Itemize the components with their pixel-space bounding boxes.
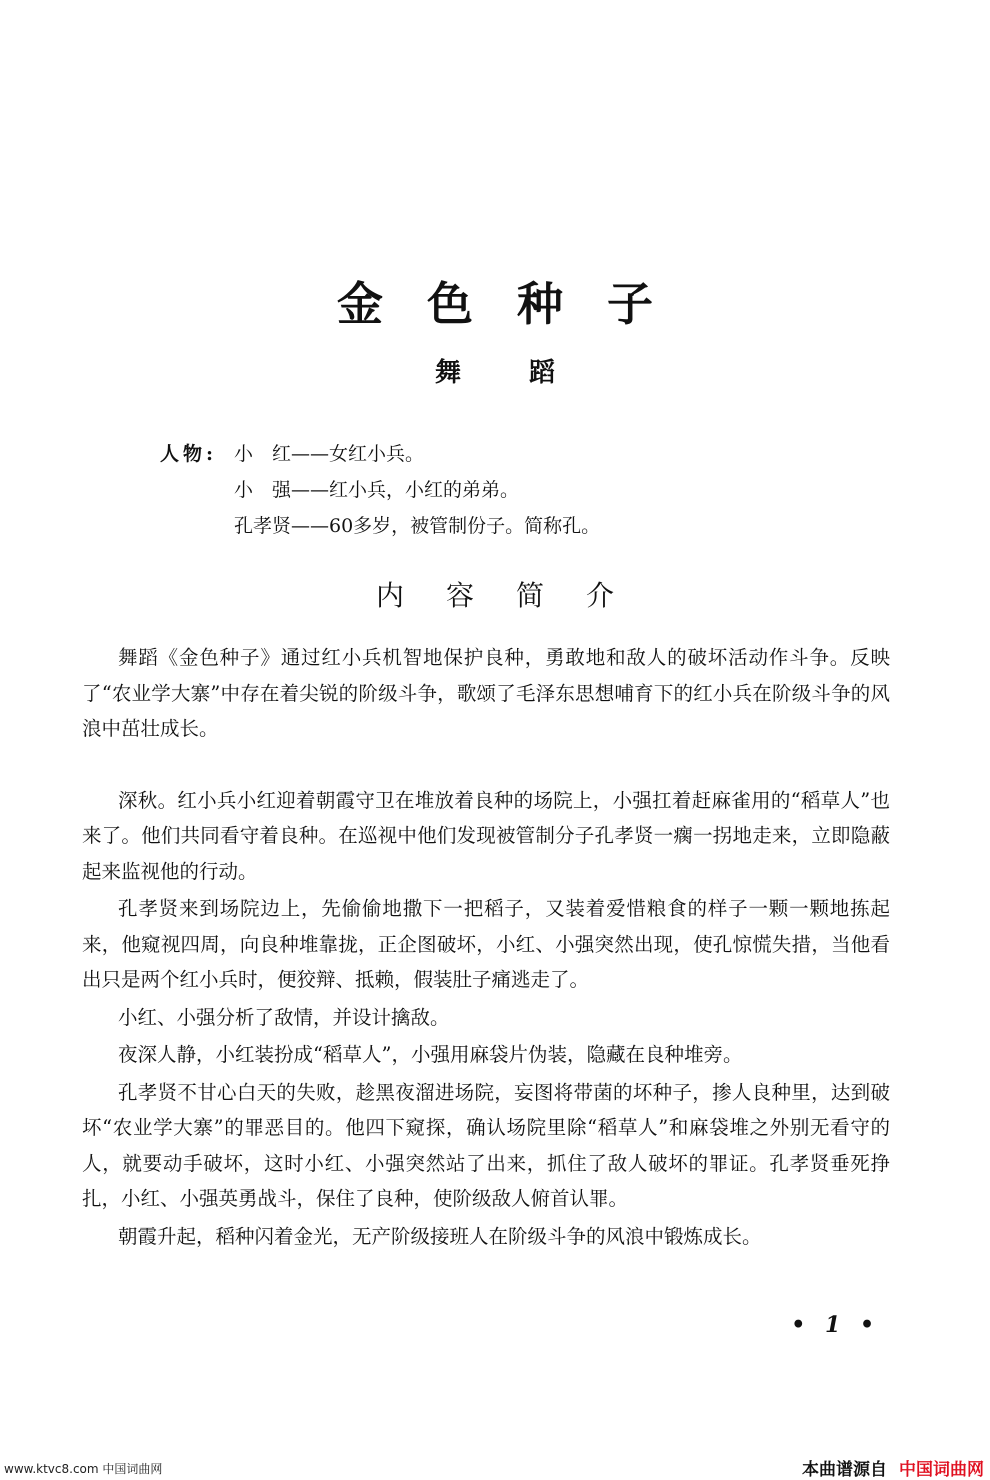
- section-title: 内容简介: [375, 579, 656, 612]
- footer-brand-name: 中国词曲网: [899, 1460, 984, 1480]
- synopsis-paragraph: 小红、小强分析了敌情，并设计擒敌。: [118, 1005, 450, 1029]
- synopsis-paragraph: 深秋。红小兵小红迎着朝霞守卫在堆放着良种的场院上，小强扛着赶麻雀用的“稻草人”也来了。他们共同看守着良种。在巡视中他们发现被管制分子孔孝贤一瘸一拐地走来，立即隐蔽起来监视他的行动。: [82, 788, 890, 883]
- cast-entry: 孔孝贤——60多岁，被管制份子。简称孔。: [234, 515, 601, 537]
- page-number: • 1 •: [791, 1312, 880, 1338]
- cast-label: 人物:: [160, 443, 218, 465]
- footer-source-prefix: 本曲谱源自: [802, 1460, 887, 1480]
- cast-entry: 小 红——女红小兵。: [234, 443, 425, 465]
- footer-source-credit: [802, 1455, 984, 1480]
- synopsis-body: [82, 640, 890, 1254]
- synopsis-paragraph: 朝霞升起，稻种闪着金光，无产阶级接班人在阶级斗争的风浪中锻炼成长。: [118, 1224, 762, 1248]
- page-title: 金色种子: [337, 277, 697, 331]
- synopsis-paragraph: 孔孝贤来到场院边上，先偷偷地撒下一把稻子，又装着爱惜粮食的样子一颗一颗地拣起来，他窥视四周，向良种堆靠拢，正企图破坏，小红、小强突然出现，使孔惊慌失措，当他看出只是两个红小兵时，便狡辩、抵赖，假装肚子痛逃走了。: [82, 897, 890, 991]
- cast-entry: 小 强——红小兵，小红的弟弟。: [234, 479, 520, 501]
- cast-row: [160, 508, 600, 544]
- synopsis-paragraph: 夜深人静，小红装扮成“稻草人”，小强用麻袋片伪装，隐藏在良种堆旁。: [118, 1043, 743, 1066]
- footer-watermark-url: www.ktvc8.com 中国词曲网: [4, 1462, 163, 1476]
- synopsis-paragraph: 孔孝贤不甘心白天的失败，趁黑夜溜进场院，妄图将带菌的坏种子，掺人良种里，达到破坏“农业学大寨”的罪恶目的。他四下窥探，确认场院里除“稻草人”和麻袋堆之外别无看守的人，就要动手破坏，这时小红、小强突然站了出来，抓住了敌人破坏的罪证。孔孝贤垂死挣扎，小红、小强英勇战斗，保住了良种，使阶级敌人俯首认罪。: [82, 1080, 890, 1210]
- cast-row: [160, 472, 600, 508]
- page-subtitle: 舞蹈: [434, 358, 623, 388]
- synopsis-paragraph: 舞蹈《金色种子》通过红小兵机智地保护良种，勇敢地和敌人的破坏活动作斗争。反映了“农业学大寨”中存在着尖锐的阶级斗争，歌颂了毛泽东思想哺育下的红小兵在阶级斗争的风浪中茁壮成长。: [82, 646, 890, 740]
- cast-row: [160, 436, 600, 472]
- cast-list: [160, 436, 600, 544]
